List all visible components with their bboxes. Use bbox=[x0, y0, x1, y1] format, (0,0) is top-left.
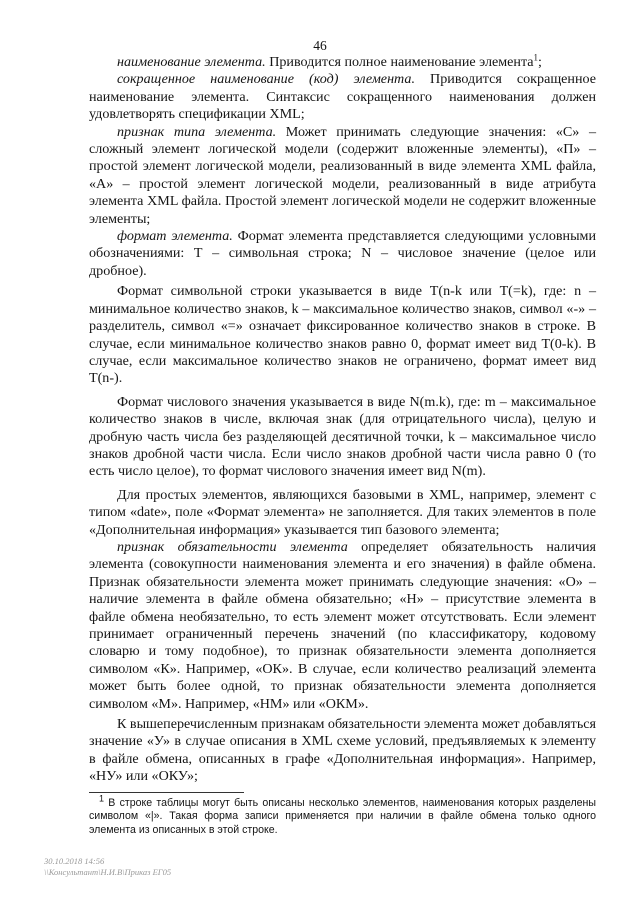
term-type-flag: признак типа элемента. bbox=[117, 123, 277, 140]
paragraph-string-format: Формат символьной строки указывается в виде Т(n-k или Т(=k), где: n – минимальное количество знаков, k – максимальное количество знаков, символ «-» – разделитель, символ «=» означает фиксированное количество знаков в строке. В случае, если минимальное количество знаков равно 0, формат имеет вид Т(0-k). В случае, если максимальное количество знаков не ограничено, формат имеет вид Т(n-). bbox=[89, 283, 596, 387]
footnote bbox=[89, 793, 596, 837]
term-element-name: наименование элемента. bbox=[117, 54, 266, 70]
paragraph-base-elements: Для простых элементов, являющихся базовыми в XML, например, элемент с типом «date», поле «Формат элемента» не заполняется. Для таких элементов в поле «Дополнительная информация» указывается тип базового элемента; bbox=[89, 486, 596, 538]
print-stamp bbox=[44, 856, 171, 877]
paragraph-element-name: наименование элемента. Приводится полное наименование элемента$^1$; bbox=[117, 52, 542, 70]
paragraph-required-flag: признак обязательности элемента определяет обязательность наличия элемента (совокупности наименования элемента и его значения) в файле обмена. Признак обязательности элемента может принимать следующие значения: «О» – наличие элемента в файле обмена обязательно; «Н» – присутствие элемента в файле обмена необязательно, то есть элемент может отсутствовать. Если элемент принимает ограниченный перечень значений (по классификатору, кодовому словарю и тому подобное), то признак обязательности элемента дополняется символом «К». Например, «ОК». В случае, если количество реализаций элемента может быть более одной, то признак обязательности элемента дополняется символом «М». Например, «НМ» или «ОКМ». bbox=[89, 538, 596, 712]
term-short-name: сокращенное наименование (код) элемента. bbox=[117, 71, 415, 88]
paragraph-short-name: сокращенное наименование (код) элемента. Приводится сокращенное наименование элемента. Синтаксис сокращенного наименования должен удовлетворять спецификации XML; bbox=[89, 71, 596, 123]
term-required-flag: признак обязательности элемента bbox=[117, 538, 348, 555]
paragraph-type-flag: признак типа элемента. Может принимать следующие значения: «С» – сложный элемент логической модели (содержит вложенные элементы), «П» – простой элемент логической модели, реализованный в виде элемента XML файла, «А» – простой элемент логической модели, реализованный в виде атрибута элемента XML файла. Простой элемент логической модели не содержит вложенные элементы; bbox=[89, 123, 596, 227]
footnote-text: В строке таблицы могут быть описаны несколько элементов, наименования которых разделены символом «|». Такая форма записи применяется при наличии в файле обмена только одного элемента из описанных в этой строке. bbox=[89, 797, 596, 836]
footnote-ref[interactable]: 1 bbox=[533, 52, 539, 63]
footnote-marker: 1 bbox=[99, 793, 105, 804]
page-number: 46 bbox=[313, 38, 327, 53]
paragraph-number-format: Формат числового значения указывается в виде N(m.k), где: m – максимальное количество знаков в числе, включая знак (для отрицательного числа), целую и дробную часть числа без разделяющей десятичной точки, k – максимальное число знаков дробной части числа. Если число знаков дробной части числа равно 0 (то есть число целое), то формат числового значения имеет вид N(m). bbox=[89, 393, 596, 480]
term-format: формат элемента. bbox=[117, 228, 233, 245]
print-stamp-date: 30.10.2018 14:56 bbox=[44, 856, 105, 866]
paragraph-format: формат элемента. Формат элемента представляется следующими условными обозначениями: Т – символьная строка; N – числовое значение (целое или дробное). bbox=[89, 228, 596, 279]
print-stamp-path: \\Консультант\Н.И.В\Приказ ЕГ05 bbox=[44, 866, 172, 877]
paragraph-condition-flag: К вышеперечисленным признакам обязательности элемента может добавляться значение «У» в случае описания в XML схеме условий, предъявляемых к элементу в файле обмена, описанных в графе «Дополнительная информация». Например, «НУ» или «ОКУ»; bbox=[89, 716, 596, 785]
footnote-divider bbox=[89, 792, 244, 793]
document-body bbox=[89, 54, 596, 786]
